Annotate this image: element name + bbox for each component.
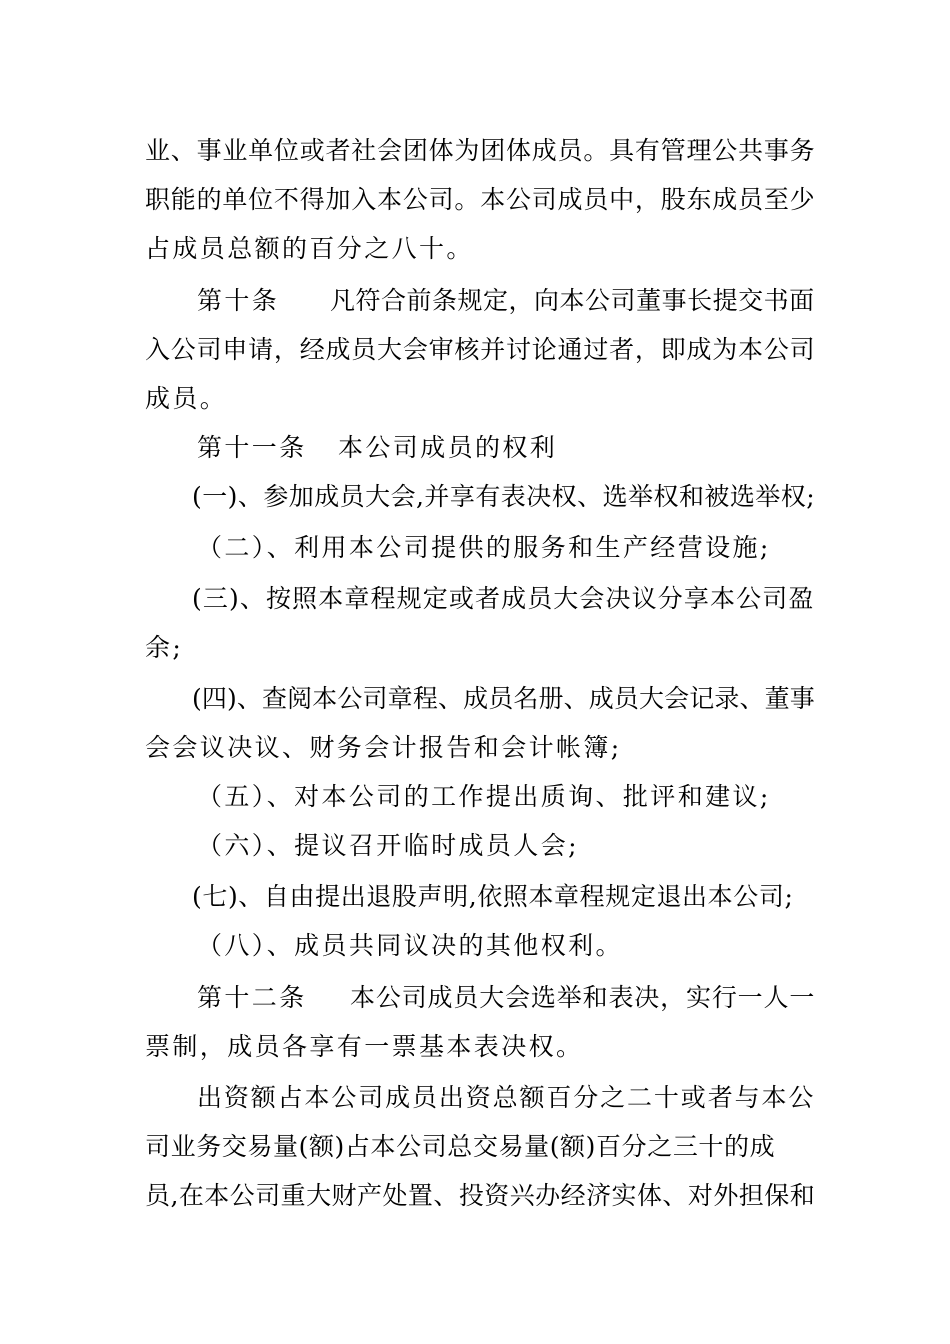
text-line: 会会议决议、财务会计报告和会计帐簿; (145, 733, 622, 762)
text-line: 余; (145, 633, 184, 662)
paragraph-line: 出资额占本公司成员出资总额百分之二十或者与本公 (197, 1083, 816, 1112)
list-item: （五）、对本公司的工作提出质询、批评和建议; (197, 782, 771, 811)
list-item: (四)、查阅本公司章程、成员名册、成员大会记录、董事 (192, 684, 815, 713)
text-line: 入公司申请，经成员大会审核并讨论通过者，即成为本公司 (145, 335, 816, 364)
text-line: 员,在本公司重大财产处置、投资兴办经济实体、对外担保和 (145, 1181, 816, 1210)
list-item: （二）、利用本公司提供的服务和生产经营设施; (197, 533, 771, 562)
article-11-heading: 第十一条 (197, 433, 307, 462)
text-line: 业、事业单位或者社会团体为团体成员。具有管理公共事务 (145, 136, 816, 165)
list-item: （八）、成员共同议决的其他权利。 (197, 931, 623, 960)
list-item: （六）、提议召开临时成员人会; (197, 831, 579, 860)
list-item: (一)、参加成员大会,并享有表决权、选举权和被选举权; (192, 482, 816, 511)
text-line: 成员。 (145, 384, 228, 413)
text-line: 票制，成员各享有一票基本表决权。 (145, 1032, 584, 1061)
list-item: (三)、按照本章程规定或者成员大会决议分享本公司盈 (192, 584, 815, 613)
article-12-text: 本公司成员大会选举和表决，实行一人一 (350, 983, 816, 1012)
text-line: 司业务交易量(额)占本公司总交易量(额)百分之三十的成 (145, 1132, 776, 1161)
article-12-heading: 第十二条 (197, 983, 307, 1012)
article-10-text: 凡符合前条规定，向本公司董事长提交书面 (330, 286, 815, 315)
article-10-heading: 第十条 (197, 286, 280, 315)
list-item: (七)、自由提出退股声明,依照本章程规定退出本公司; (192, 882, 794, 911)
article-11-title: 本公司成员的权利 (338, 433, 558, 462)
text-line: 职能的单位不得加入本公司。本公司成员中，股东成员至少 (145, 185, 816, 214)
text-line: 占成员总额的百分之八十。 (145, 234, 474, 263)
